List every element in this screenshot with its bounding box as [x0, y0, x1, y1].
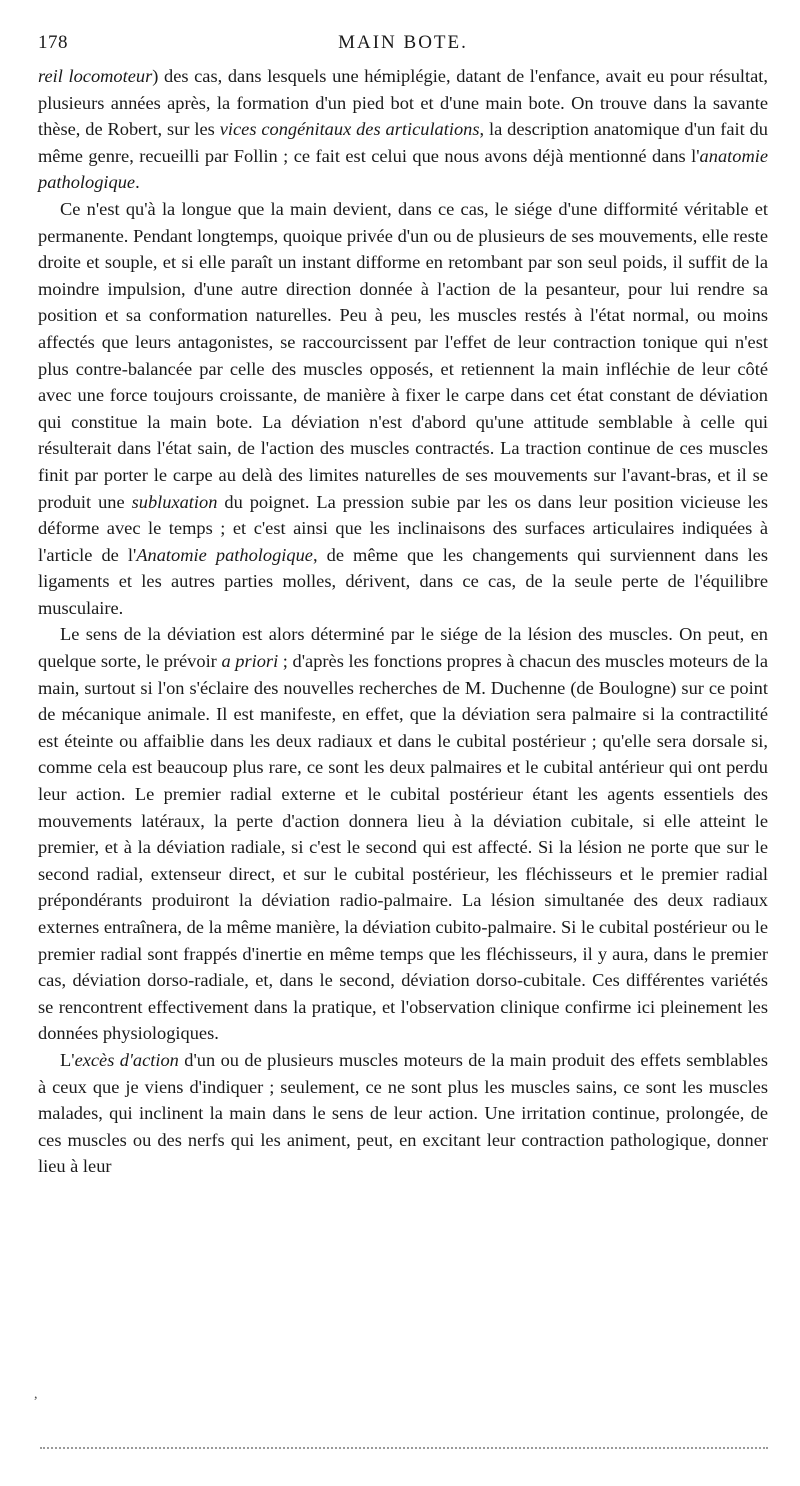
text-run: ) des cas, dans lesquels une hémiplégie, datant de l'enfance, avait eu pour résultat, plusieurs années après, la formation d'un pied bot et d'une main bote. On trouve dans la savante thèse, de Robert, sur les — [38, 66, 768, 140]
paragraph — [38, 63, 768, 196]
text-run: d'un ou de plusieurs muscles moteurs de la main produit des effets semblables à ceux que je viens d'indiquer ; seulement, ce ne sont plus les muscles sains, ce sont les muscles malades, qui inclinent la main dans le sens de leur action. Une irritation continue, prolongée, de ces muscles ou des nerfs qui les animent, peut, en excitant leur contraction pathologique, donner lieu à leur — [38, 1049, 768, 1177]
italic-run: Anatomie pathologique — [136, 544, 313, 565]
text-run: Ce n'est qu'à la longue que la main devient, dans ce cas, le siége d'une difformité véritable et permanente. Pendant longtemps, quoique privée d'un ou de plusieurs de ses mouvements, elle reste droite et souple, et si elle paraît un instant difforme en retombant par son seul poids, il suffit de la moindre impulsion, d'une autre direction donnée à l'action de la pesanteur, pour lui rendre sa position et sa conformation naturelles. Peu à peu, les muscles restés à l'état normal, ou moins affectés que leurs antagonistes, se raccourcissent par l'effet de leur contraction tonique qui n'est plus contre-balancée par celle des muscles opposés, et retiennent la main infléchie de leur côté avec une force toujours croissante, de manière à fixer le carpe dans cet état constant de déviation qui constitue la main bote. La déviation n'est d'abord qu'une attitude semblable à celle qui résulterait dans l'état sain, de l'action des muscles contractés. La traction continue de ces muscles finit par porter le carpe au delà des limites naturelles de ses mouvements sur l'avant-bras, et il se produit une — [38, 198, 768, 512]
text-run: . — [135, 172, 140, 193]
italic-run: vices congénitaux des articulations — [219, 119, 480, 140]
italic-run: subluxation — [131, 491, 218, 512]
page-header — [38, 26, 768, 60]
paragraph — [38, 196, 768, 622]
text-run: Le sens de la déviation est alors déterminé par le siége de la lésion des muscles. On peut, en quelque sorte, le prévoir — [38, 624, 768, 672]
text-run: , la description anatomique d'un fait du même genre, recueilli par Follin ; ce fait est celui que nous avons déjà mentionné dans l' — [38, 119, 768, 166]
paragraph — [38, 621, 768, 1047]
italic-run: anatomie pathologique — [38, 145, 768, 193]
stray-ink-mark: , — [34, 1387, 38, 1402]
page-number: 178 — [38, 32, 68, 53]
italic-run: a priori — [221, 651, 279, 672]
running-title: MAIN BOTE. — [338, 32, 468, 53]
italic-run: reil locomoteur — [38, 66, 153, 86]
bottom-dotted-rule — [40, 1447, 768, 1449]
text-run: ; d'après les fonctions propres à chacun des muscles moteurs de la main, surtout si l'on s'éclaire des nouvelles recherches de M. Duchenne (de Boulogne) sur ce point de mécanique animale. Il est manifeste, en effet, que la déviation sera palmaire si la contractilité est éteinte ou affaiblie dans les deux radiaux et dans le cubital postérieur ; qu'elle sera dorsale si, comme cela est beaucoup plus rare, ce sont les deux palmaires et le cubital antérieur qui ont perdu leur action. Le premier radial externe et le cubital postérieur étant les agents essentiels des mouvements latéraux, la perte d'action donnera lieu à la déviation cubitale, si elle atteint le premier, et à la déviation radiale, si c'est le second qui est affecté. Si la lésion ne porte que sur le second radial, extenseur direct, et sur le cubital postérieur, les fléchisseurs et le premier radial prépondérants produiront la déviation radio-palmaire. La lésion simultanée des deux radiaux externes entraînera, de la même manière, la déviation cubito-palmaire. Si le cubital postérieur ou le premier radial sont frappés d'inertie en même temps que les fléchisseurs, il y aura, dans le premier cas, déviation dorso-radiale, et, dans le second, déviation dorso-cubitale. Ces différentes variétés se rencontrent effectivement dans la pratique, et l'observation clinique confirme ici pleinement les données physiologiques. — [38, 651, 768, 1044]
italic-run: excès d'action — [74, 1049, 179, 1070]
text-run: , de même que les changements qui surviennent dans les ligaments et les autres parties molles, dérivent, dans ce cas, de la seule perte de l'équilibre musculaire. — [38, 544, 768, 618]
book-page — [38, 26, 768, 1180]
paragraph — [38, 1047, 768, 1180]
body-text — [38, 63, 768, 1180]
text-run: du poignet. La pression subie par les os dans leur position vicieuse les déforme avec le temps ; et c'est ainsi que les inclinaisons des surfaces articulaires indiquées à l'article de l' — [38, 491, 769, 565]
text-run: L' — [60, 1049, 75, 1070]
